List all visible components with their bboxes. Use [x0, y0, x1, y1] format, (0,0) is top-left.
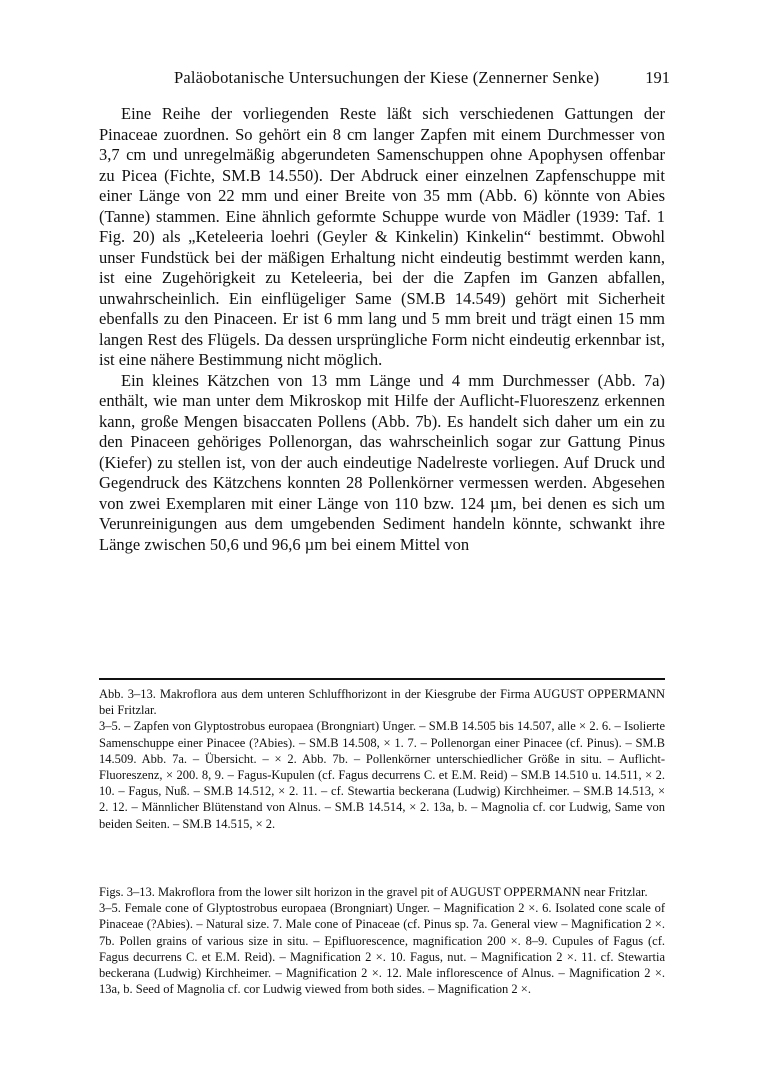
running-title: Paläobotanische Untersuchungen der Kiese (Zennerner Senke) — [174, 68, 600, 87]
caption-de-heading: Abb. 3–13. Makroflora aus dem unteren Schluffhorizont in der Kiesgrube der Firma AUGUST OPPERMANN bei Fritzlar. — [99, 687, 665, 718]
caption-de-items: 3–5. – Zapfen von Glyptostrobus europaea (Brongniart) Unger. – SM.B 14.505 bis 14.507, alle × 2. 6. – Isolierte Samenschuppe einer Pinacee (?Abies). – SM.B 14.508, × 1. 7. – Pollenorgan einer Pinacee (cf. Pinus). – SM.B 14.509. Abb. 7a. – Übersicht. – × 2. Abb. 7b. – Pollenkörner unterschiedlicher Größe in situ. – Auflicht-Fluoreszenz, × 200. 8, 9. – Fagus-Kupulen (cf. Fagus decurrens C. et E.M. Reid) – SM.B 14.510 u. 14.511, × 2. 10. – Fagus, Nuß. – SM.B 14.512, × 2. 11. – cf. Stewartia beckerana (Ludwig) Kirchheimer. – SM.B 14.513, × 2. 12. – Männlicher Blütenstand von Alnus. – SM.B 14.514, × 2. 13a, b. – Magnolia cf. cor Ludwig, Same von beiden Seiten. – SM.B 14.515, × 2. — [99, 719, 665, 831]
caption-divider — [99, 678, 665, 680]
caption-en-items: 3–5. Female cone of Glyptostrobus europaea (Brongniart) Unger. – Magnification 2 ×. 6. Isolated cone scale of Pinaceae (?Abies). – Natural size. 7. Male cone of Pinaceae (cf. Pinus sp. 7a. General view – Magnification 2 ×. 7b. Pollen grains of various size in situ. – Epifluorescence, magnification 200 ×. 8–9. Cupules of Fagus (cf. Fagus decurrens C. et E.M. Reid). – Magnification 2 ×. 10. Fagus, nut. – Magnification 2 ×. 11. cf. Stewartia beckerana (Ludwig) Kirchheimer. – Magnification 2 ×. 12. Male inflorescence of Alnus. – Magnification 2 ×. 13a, b. Seed of Magnolia cf. cor Ludwig viewed from both sides. – Magnification 2 ×. — [99, 901, 665, 997]
body-paragraph-2: Ein kleines Kätzchen von 13 mm Länge und 4 mm Durchmesser (Abb. 7a) enthält, wie man unter dem Mikroskop mit Hilfe der Auflicht-Fluoreszenz erkennen kann, große Mengen bisaccaten Pollens (Abb. 7b). Es handelt sich daher um ein zu den Pinaceen gehöriges Pollenorgan, das wahrscheinlich sogar zur Gattung Pinus (Kiefer) zu stellen ist, von der auch eindeutige Nadelreste vorliegen. Auf Druck und Gegendruck des Kätzchens konnten 28 Pollenkörner vermessen werden. Abgesehen von zwei Exemplaren mit einer Länge von 110 bzw. 124 µm, bei denen es sich um Verunreinigungen aus dem umgebenden Sediment handeln könnte, schwankt ihre Länge zwischen 50,6 und 96,6 µm bei einem Mittel von — [99, 370, 665, 554]
body-paragraph-1: Eine Reihe der vorliegenden Reste läßt sich verschiedenen Gattungen der Pinaceae zuordnen. So gehört ein 8 cm langer Zapfen mit einem Durchmesser von 3,7 cm und unregelmäßig abgerundeten Samenschuppen ohne Apophysen offenbar zu Picea (Fichte, SM.B 14.550). Der Abdruck einer einzelnen Zapfenschuppe mit einer Länge von 22 mm und einer Breite von 35 mm (Abb. 6) könnte von Abies (Tanne) stammen. Eine ähnlich geformte Schuppe wurde von Mädler (1939: Taf. 1 Fig. 20) als „Keteleeria loehri (Geyler & Kinkelin) Kinkelin“ bestimmt. Obwohl unser Fundstück bei der mäßigen Erhaltung nicht eindeutig bestimmt werden kann, ist eine Zugehörigkeit zu Keteleeria, bei der die Zapfen im Ganzen abfallen, unwahrscheinlich. Ein einflügeliger Same (SM.B 14.549) gehört mit Sicherheit ebenfalls zu den Pinaceen. Er ist 6 mm lang und 5 mm breit und trägt einen 15 mm langen Rest des Flügels. Da dessen ursprüngliche Form nicht eindeutig erkennbar ist, ist eine nähere Bestimmung nicht möglich. — [99, 104, 665, 369]
figure-caption-german — [99, 686, 665, 832]
main-text — [99, 104, 665, 555]
caption-en-heading: Figs. 3–13. Makroflora from the lower silt horizon in the gravel pit of AUGUST OPPERMANN near Fritzlar. — [99, 885, 648, 899]
running-header — [174, 68, 670, 92]
page-number: 191 — [645, 68, 670, 87]
figure-caption-english — [99, 884, 665, 997]
